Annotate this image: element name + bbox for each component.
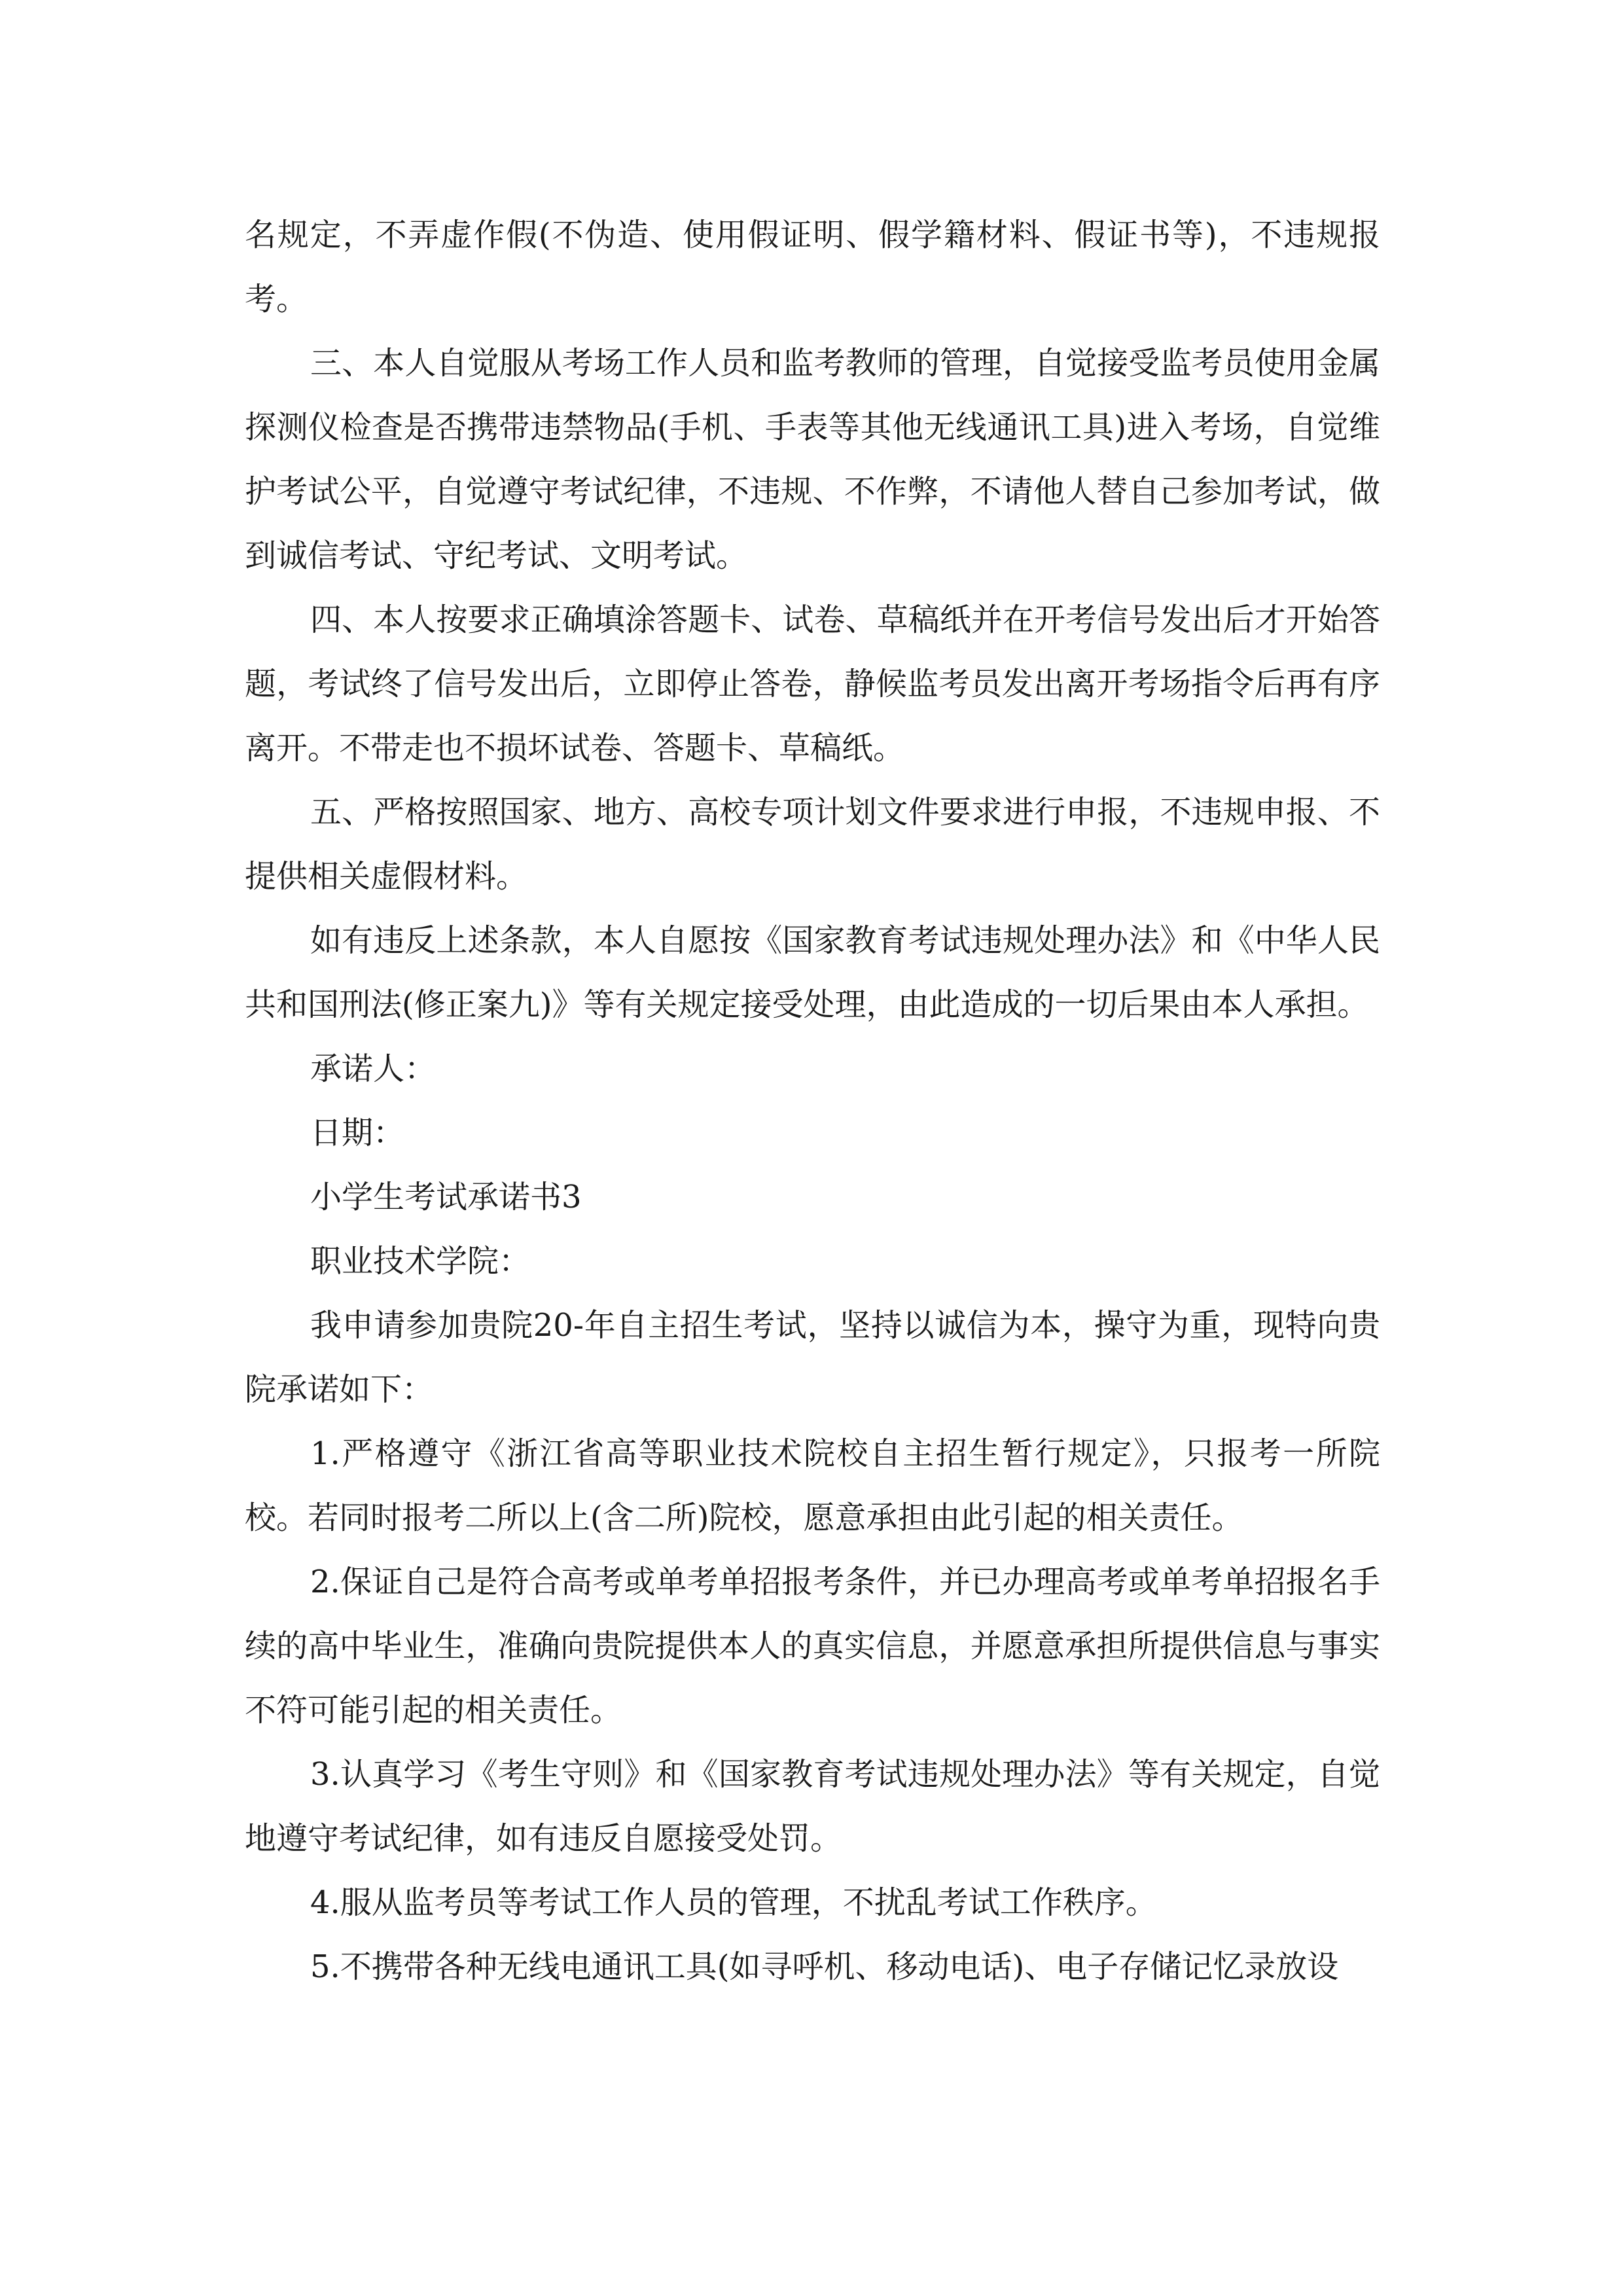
paragraph-violation-statement: 如有违反上述条款，本人自愿按《国家教育考试违规处理办法》和《中华人民共和国刑法(修正案九)》等有关规定接受处理，由此造成的一切后果由本人承担。 bbox=[245, 922, 1380, 1023]
paragraph-item-1: 1.严格遵守《浙江省高等职业技术院校自主招生暂行规定》，只报考一所院校。若同时报考二所以上(含二所)院校，愿意承担由此引起的相关责任。 bbox=[245, 1435, 1380, 1536]
paragraph-clause-5: 五、严格按照国家、地方、高校专项计划文件要求进行申报，不违规申报、不提供相关虚假材料。 bbox=[245, 794, 1380, 895]
paragraph-item-2: 2.保证自己是符合高考或单考单招报考条件，并已办理高考或单考单招报名手续的高中毕业生，准确向贵院提供本人的真实信息，并愿意承担所提供信息与事实不符可能引起的相关责任。 bbox=[245, 1564, 1380, 1729]
paragraph-clause-3: 三、本人自觉服从考场工作人员和监考教师的管理，自觉接受监考员使用金属探测仪检查是否携带违禁物品(手机、手表等其他无线通讯工具)进入考场，自觉维护考试公平，自觉遵守考试纪律，不违规、不作弊，不请他人替自己参加考试，做到诚信考试、守纪考试、文明考试。 bbox=[245, 345, 1380, 574]
section-title: 小学生考试承诺书3 bbox=[310, 1179, 582, 1215]
addressee: 职业技术学院： bbox=[310, 1243, 531, 1280]
paragraph-clause-4: 四、本人按要求正确填涂答题卡、试卷、草稿纸并在开考信号发出后才开始答题，考试终了信号发出后，立即停止答卷，静候监考员发出离开考场指令后再有序离开。不带走也不损坏试卷、答题卡、草稿纸。 bbox=[245, 601, 1380, 766]
paragraph-intro: 我申请参加贵院20-年自主招生考试，坚持以诚信为本，操守为重，现特向贵院承诺如下： bbox=[245, 1307, 1380, 1408]
paragraph-item-5: 5.不携带各种无线电通讯工具(如寻呼机、移动电话)、电子存储记忆录放设 bbox=[310, 1948, 1339, 1985]
promisor-label: 承诺人： bbox=[310, 1050, 437, 1087]
paragraph-item-4: 4.服从监考员等考试工作人员的管理，不扰乱考试工作秩序。 bbox=[310, 1884, 1157, 1921]
paragraph-item-3: 3.认真学习《考生守则》和《国家教育考试违规处理办法》等有关规定，自觉地遵守考试纪律，如有违反自愿接受处罚。 bbox=[245, 1756, 1380, 1857]
paragraph-continuation: 名规定，不弄虚作假(不伪造、使用假证明、假学籍材料、假证书等)，不违规报考。 bbox=[245, 217, 1380, 317]
date-label: 日期： bbox=[310, 1115, 405, 1151]
document-body bbox=[245, 203, 1380, 1999]
